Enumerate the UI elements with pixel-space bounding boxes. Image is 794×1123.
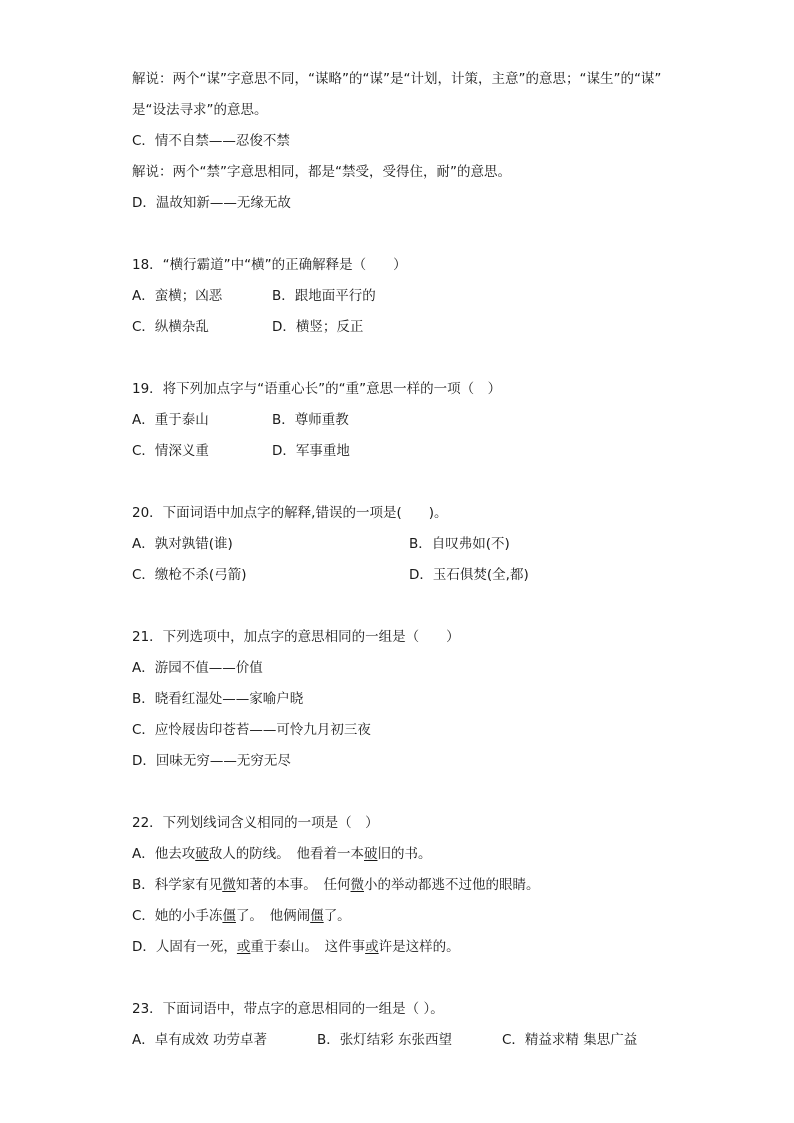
underlined-word: 微 [350, 877, 365, 893]
underlined-word: 僵 [222, 908, 236, 924]
option-d: D．军事重地 [272, 443, 350, 459]
question-stem: 20．下面词语中加点字的解释,错误的一项是( )。 [132, 505, 448, 521]
question-19 [132, 374, 732, 467]
option-text: C．她的小手冻 [132, 908, 223, 924]
question-stem: 21．下列选项中，加点字的意思相同的一组是（ ） [132, 629, 460, 645]
option-d: D．横竖；反正 [272, 319, 364, 335]
underlined-word: 微 [222, 877, 236, 893]
option-b: B．跟地面平行的 [272, 288, 376, 304]
previous-question-tail [132, 64, 732, 219]
spacer [132, 467, 732, 498]
option-c: C．纵横杂乱 [132, 319, 209, 335]
option-text: 小的举动都逃不过他的眼睛。 [364, 877, 540, 893]
underlined-word: 破 [364, 846, 378, 862]
spacer [132, 591, 732, 622]
option-b: B．自叹弗如(不) [409, 536, 510, 552]
question-18 [132, 250, 732, 343]
question-stem: 19．将下列加点字与“语重心长”的“重”意思一样的一项（ ） [132, 381, 502, 397]
option-text: 敌人的防线。 他看着一本 [208, 846, 364, 862]
question-stem: 23．下面词语中，带点字的意思相同的一组是（ ）。 [132, 1001, 444, 1017]
spacer [132, 777, 732, 808]
option-text: 旧的书。 [377, 846, 432, 862]
options-row [132, 405, 732, 436]
document-page [132, 64, 732, 1056]
option-d [132, 932, 732, 963]
spacer [132, 219, 732, 250]
option-text: A．他去攻 [132, 846, 196, 862]
option-b: B．张灯结彩 东张西望 [317, 1032, 453, 1048]
underlined-word: 或 [236, 939, 251, 955]
explanation-line: 是“设法寻求”的意思。 [132, 102, 268, 118]
option-d: D．回味无穷——无穷无尽 [132, 753, 291, 769]
option-text: B．科学家有见 [132, 877, 223, 893]
underlined-word: 破 [195, 846, 209, 862]
option-d: D．温故知新——无缘无故 [132, 195, 291, 211]
option-c: C．应怜屐齿印苍苔——可怜九月初三夜 [132, 722, 371, 738]
option-b: B．尊师重教 [272, 412, 349, 428]
option-a: A．卓有成效 功劳卓著 [132, 1032, 268, 1048]
options-row [132, 560, 732, 591]
option-c: C．缴枪不杀(弓箭) [132, 567, 247, 583]
question-20 [132, 498, 732, 591]
underlined-word: 僵 [310, 908, 324, 924]
option-a: A．重于泰山 [132, 412, 209, 428]
options-row [132, 436, 732, 467]
option-text: 重于泰山。 这件事 [250, 939, 366, 955]
spacer [132, 963, 732, 994]
options-row [132, 529, 732, 560]
option-text: D．人固有一死， [132, 939, 237, 955]
question-21 [132, 622, 732, 777]
option-c [132, 901, 732, 932]
option-a: A．游园不值——价值 [132, 660, 263, 676]
option-c: C．精益求精 集思广益 [502, 1032, 638, 1048]
option-text: 了。 [323, 908, 351, 924]
options-row [132, 281, 732, 312]
options-row [132, 312, 732, 343]
option-text: 许是这样的。 [378, 939, 460, 955]
option-c: C．情不自禁——忍俊不禁 [132, 133, 290, 149]
option-d: D．玉石俱焚(全,都) [409, 567, 529, 583]
option-text: 了。 他俩闹 [235, 908, 311, 924]
option-a: A．孰对孰错(谁) [132, 536, 233, 552]
question-22 [132, 808, 732, 963]
explanation-line: 解说：两个“禁”字意思相同，都是“禁受，受得住，耐”的意思。 [132, 164, 511, 180]
option-text: 知著的本事。 任何 [235, 877, 351, 893]
question-stem: 18．“横行霸道”中“横”的正确解释是（ ） [132, 257, 407, 273]
question-stem: 22．下列划线词含义相同的一项是（ ） [132, 815, 379, 831]
option-a [132, 839, 732, 870]
options-row [132, 1025, 732, 1056]
option-a: A．蛮横；凶恶 [132, 288, 223, 304]
question-23 [132, 994, 732, 1056]
option-c: C．情深义重 [132, 443, 209, 459]
underlined-word: 或 [365, 939, 379, 955]
option-b [132, 870, 732, 901]
explanation-line: 解说：两个“谋”字意思不同，“谋略”的“谋”是“计划，计策，主意”的意思；“谋生”的“谋” [132, 71, 662, 87]
spacer [132, 343, 732, 374]
option-b: B．晓看红湿处——家喻户晓 [132, 691, 304, 707]
